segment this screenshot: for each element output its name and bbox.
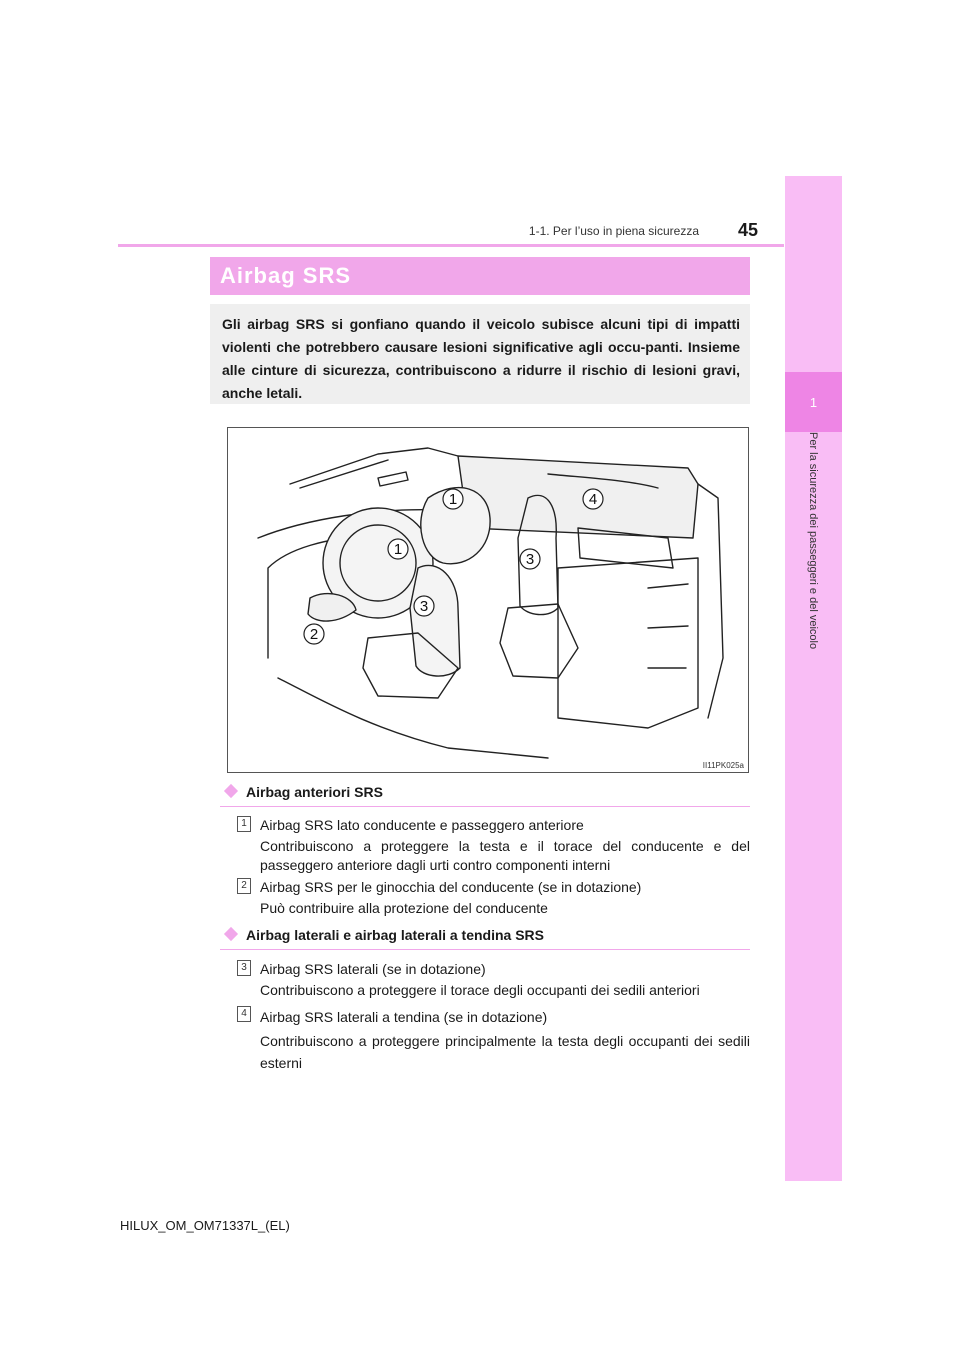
item-description: Può contribuire alla protezione del conducente xyxy=(260,900,548,916)
list-item xyxy=(237,878,750,918)
chapter-title: Per la sicurezza dei passeggeri e del veicolo xyxy=(807,432,819,650)
svg-text:3: 3 xyxy=(525,551,535,568)
section-heading-side-airbags: Airbag laterali e airbag laterali a tendina SRS xyxy=(220,927,750,950)
diamond-bullet-icon xyxy=(224,927,238,941)
chapter-number: 1 xyxy=(785,372,842,432)
diamond-bullet-icon xyxy=(224,784,238,798)
svg-text:3: 3 xyxy=(419,598,429,615)
intro-box: Gli airbag SRS si gonfiano quando il veicolo subisce alcuni tipi di impatti violenti che potrebbero causare lesioni significative agli occu-panti. Insieme alle cinture di sicurezza, contribuiscono a ridurre il rischio di lesioni gravi, anche letali. xyxy=(210,304,750,404)
header-rule xyxy=(118,244,784,247)
callout-3a xyxy=(520,549,540,569)
svg-text:2: 2 xyxy=(309,626,319,643)
item-number-badge: 3 xyxy=(237,960,251,976)
document-footer: HILUX_OM_OM71337L_(EL) xyxy=(120,1218,290,1233)
page-number: 45 xyxy=(738,220,759,240)
running-header: 1-1. Per l’uso in piena sicurezza xyxy=(528,224,699,238)
svg-text:1: 1 xyxy=(393,541,403,558)
svg-text:1: 1 xyxy=(448,491,458,508)
airbag-illustration xyxy=(227,427,749,773)
figure-code: II11PK025a xyxy=(702,761,744,770)
list-item xyxy=(237,1006,750,1074)
svg-text:4: 4 xyxy=(588,491,598,508)
list-item xyxy=(237,960,750,1000)
item-description: Contribuiscono a proteggere il torace degli occupanti dei sedili anteriori xyxy=(260,982,700,998)
item-number-badge: 2 xyxy=(237,878,251,894)
callout-4 xyxy=(583,489,603,509)
item-number-badge: 4 xyxy=(237,1006,251,1022)
list-item xyxy=(237,816,750,875)
callout-3b xyxy=(414,596,434,616)
item-number-badge: 1 xyxy=(237,816,251,832)
car-interior-drawing xyxy=(228,428,748,772)
page-title: Airbag SRS xyxy=(210,257,750,295)
callout-1b xyxy=(388,539,408,559)
item-title: Airbag SRS laterali (se in dotazione) xyxy=(260,961,486,977)
item-description: Contribuiscono a proteggere la testa e il torace del conducente e del passeggero anteriore dagli urti contro componenti interni xyxy=(260,838,750,873)
callout-1a xyxy=(443,489,463,509)
item-title: Airbag SRS lato conducente e passeggero anteriore xyxy=(260,817,584,833)
section-heading-front-airbags: Airbag anteriori SRS xyxy=(220,784,750,807)
callout-2 xyxy=(304,624,324,644)
item-description: Contribuiscono a proteggere principalmente la testa degli occupanti dei sedili esterni xyxy=(260,1033,750,1071)
item-title: Airbag SRS per le ginocchia del conducente (se in dotazione) xyxy=(260,879,642,895)
item-title: Airbag SRS laterali a tendina (se in dotazione) xyxy=(260,1009,548,1025)
